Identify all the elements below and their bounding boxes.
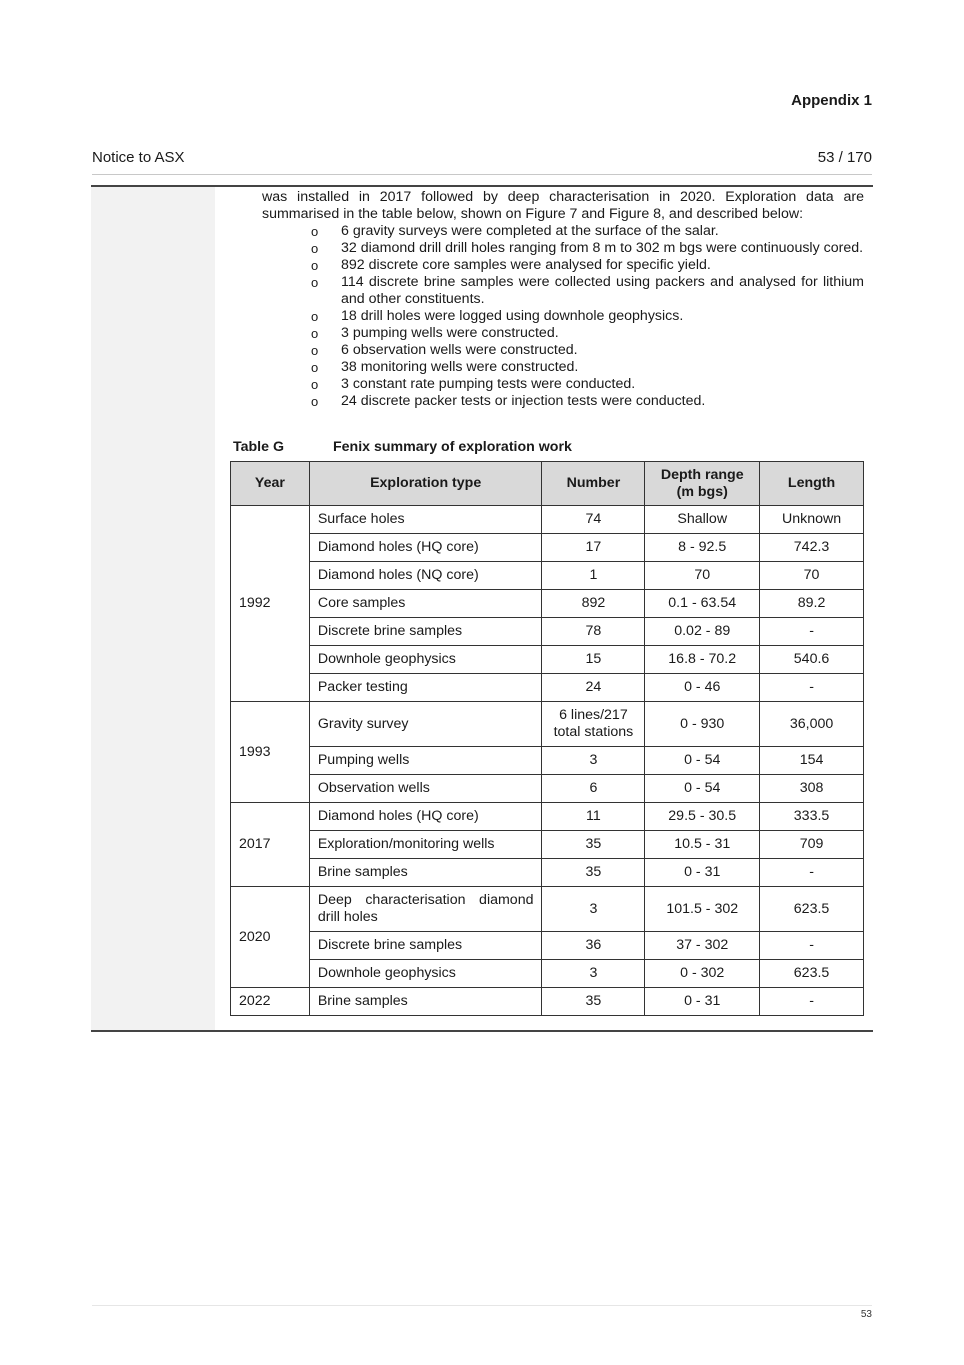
table-row bbox=[231, 534, 864, 562]
cell-depth-range: Shallow bbox=[645, 506, 760, 534]
cell-depth-range: 0 - 31 bbox=[645, 988, 760, 1016]
table-body bbox=[231, 506, 864, 1016]
bullet-text: 3 constant rate pumping tests were conducted. bbox=[341, 376, 636, 392]
cell-number: 892 bbox=[542, 590, 645, 618]
cell-length: 709 bbox=[760, 831, 864, 859]
appendix-label: Appendix 1 bbox=[791, 92, 872, 109]
cell-exploration-type: Diamond holes (HQ core) bbox=[309, 803, 542, 831]
bullet-item bbox=[262, 257, 864, 274]
cell-year: 2017 bbox=[231, 803, 310, 887]
header-number: Number bbox=[542, 462, 645, 506]
bullet-text: 892 discrete core samples were analysed for specific yield. bbox=[341, 257, 711, 273]
cell-length: 70 bbox=[760, 562, 864, 590]
cell-number: 1 bbox=[542, 562, 645, 590]
bullet-text: 24 discrete packer tests or injection tests were conducted. bbox=[341, 393, 706, 409]
bullet-marker-icon: o bbox=[311, 258, 319, 273]
bullet-marker-icon: o bbox=[311, 377, 319, 392]
cell-depth-range: 0 - 54 bbox=[645, 747, 760, 775]
cell-exploration-type: Observation wells bbox=[309, 775, 542, 803]
bullet-marker-icon: o bbox=[311, 343, 319, 358]
table-caption bbox=[233, 439, 572, 455]
cell-length: - bbox=[760, 932, 864, 960]
cell-length: 89.2 bbox=[760, 590, 864, 618]
cell-length: - bbox=[760, 988, 864, 1016]
table-row bbox=[231, 960, 864, 988]
bullet-item bbox=[262, 325, 864, 342]
footer-divider bbox=[92, 1305, 872, 1306]
cell-exploration-type: Discrete brine samples bbox=[309, 932, 542, 960]
cell-depth-range: 29.5 - 30.5 bbox=[645, 803, 760, 831]
table-row bbox=[231, 887, 864, 932]
cell-exploration-type: Downhole geophysics bbox=[309, 960, 542, 988]
page-counter: 53 / 170 bbox=[817, 149, 872, 166]
intro-block bbox=[262, 189, 864, 410]
table-row bbox=[231, 803, 864, 831]
cell-number: 17 bbox=[542, 534, 645, 562]
bullet-item bbox=[262, 359, 864, 376]
table-row bbox=[231, 506, 864, 534]
cell-depth-range: 8 - 92.5 bbox=[645, 534, 760, 562]
cell-number: 36 bbox=[542, 932, 645, 960]
cell-year: 2020 bbox=[231, 887, 310, 988]
cell-number: 15 bbox=[542, 646, 645, 674]
bullet-marker-icon: o bbox=[311, 360, 319, 375]
table-row bbox=[231, 831, 864, 859]
cell-depth-range: 0 - 302 bbox=[645, 960, 760, 988]
cell-length: 742.3 bbox=[760, 534, 864, 562]
table-row bbox=[231, 674, 864, 702]
exploration-bullet-list bbox=[262, 223, 864, 410]
table-row bbox=[231, 932, 864, 960]
cell-depth-range: 0.1 - 63.54 bbox=[645, 590, 760, 618]
table-header-row bbox=[231, 462, 864, 506]
header-year: Year bbox=[231, 462, 310, 506]
table-row bbox=[231, 618, 864, 646]
table-row bbox=[231, 590, 864, 618]
intro-paragraph: was installed in 2017 followed by deep characterisation in 2020. Exploration data are summarised in the table below, shown on Figure 7 and Figure 8, and described below: bbox=[262, 189, 864, 222]
cell-exploration-type: Packer testing bbox=[309, 674, 542, 702]
cell-depth-range: 16.8 - 70.2 bbox=[645, 646, 760, 674]
cell-number: 3 bbox=[542, 747, 645, 775]
cell-exploration-type: Discrete brine samples bbox=[309, 618, 542, 646]
cell-exploration-type: Surface holes bbox=[309, 506, 542, 534]
document-title: Notice to ASX bbox=[92, 149, 185, 166]
table-row bbox=[231, 988, 864, 1016]
exploration-summary-table bbox=[230, 461, 864, 1016]
header-depth-range: Depth range (m bgs) bbox=[645, 462, 760, 506]
bullet-item bbox=[262, 240, 864, 257]
cell-depth-range: 10.5 - 31 bbox=[645, 831, 760, 859]
bullet-marker-icon: o bbox=[311, 275, 319, 290]
cell-exploration-type: Brine samples bbox=[309, 859, 542, 887]
cell-exploration-type: Core samples bbox=[309, 590, 542, 618]
table-row bbox=[231, 775, 864, 803]
cell-number: 3 bbox=[542, 960, 645, 988]
cell-exploration-type: Exploration/monitoring wells bbox=[309, 831, 542, 859]
cell-depth-range: 70 bbox=[645, 562, 760, 590]
bullet-text: 38 monitoring wells were constructed. bbox=[341, 359, 579, 375]
cell-depth-range: 0 - 930 bbox=[645, 702, 760, 747]
cell-number: 6 bbox=[542, 775, 645, 803]
bullet-item bbox=[262, 393, 864, 410]
table-row bbox=[231, 646, 864, 674]
table-row bbox=[231, 859, 864, 887]
cell-number: 35 bbox=[542, 831, 645, 859]
cell-length: 540.6 bbox=[760, 646, 864, 674]
cell-exploration-type: Deep characterisation diamond drill holes bbox=[309, 887, 542, 932]
content-section bbox=[91, 185, 873, 1032]
cell-length: - bbox=[760, 674, 864, 702]
header-exploration-type: Exploration type bbox=[309, 462, 542, 506]
cell-exploration-type: Pumping wells bbox=[309, 747, 542, 775]
bullet-marker-icon: o bbox=[311, 326, 319, 341]
cell-number: 11 bbox=[542, 803, 645, 831]
header-length: Length bbox=[760, 462, 864, 506]
cell-number: 35 bbox=[542, 988, 645, 1016]
cell-depth-range: 0 - 46 bbox=[645, 674, 760, 702]
cell-depth-range: 0.02 - 89 bbox=[645, 618, 760, 646]
bullet-marker-icon: o bbox=[311, 241, 319, 256]
cell-number: 78 bbox=[542, 618, 645, 646]
cell-number: 35 bbox=[542, 859, 645, 887]
page-number: 53 bbox=[860, 1309, 872, 1320]
cell-length: 333.5 bbox=[760, 803, 864, 831]
bullet-text: 114 discrete brine samples were collected using packers and analysed for lithium and other constituents. bbox=[341, 274, 864, 307]
table-row bbox=[231, 562, 864, 590]
cell-depth-range: 101.5 - 302 bbox=[645, 887, 760, 932]
cell-exploration-type: Gravity survey bbox=[309, 702, 542, 747]
cell-length: 36,000 bbox=[760, 702, 864, 747]
bullet-text: 3 pumping wells were constructed. bbox=[341, 325, 559, 341]
cell-number: 24 bbox=[542, 674, 645, 702]
table-row bbox=[231, 747, 864, 775]
cell-year: 1993 bbox=[231, 702, 310, 803]
cell-length: - bbox=[760, 618, 864, 646]
cell-length: 154 bbox=[760, 747, 864, 775]
bullet-marker-icon: o bbox=[311, 309, 319, 324]
cell-year: 2022 bbox=[231, 988, 310, 1016]
bullet-marker-icon: o bbox=[311, 224, 319, 239]
bullet-item bbox=[262, 342, 864, 359]
bullet-text: 6 gravity surveys were completed at the surface of the salar. bbox=[341, 223, 719, 239]
cell-length: 623.5 bbox=[760, 960, 864, 988]
table-row bbox=[231, 702, 864, 747]
bullet-item bbox=[262, 308, 864, 325]
cell-number: 74 bbox=[542, 506, 645, 534]
header-divider bbox=[92, 174, 872, 175]
cell-depth-range: 0 - 54 bbox=[645, 775, 760, 803]
bullet-item bbox=[262, 223, 864, 240]
cell-number: 6 lines/217 total stations bbox=[542, 702, 645, 747]
left-shaded-column bbox=[91, 187, 215, 1030]
bullet-text: 32 diamond drill drill holes ranging from 8 m to 302 m bgs were continuously cored. bbox=[341, 240, 864, 256]
cell-exploration-type: Downhole geophysics bbox=[309, 646, 542, 674]
cell-length: - bbox=[760, 859, 864, 887]
cell-exploration-type: Diamond holes (HQ core) bbox=[309, 534, 542, 562]
cell-number: 3 bbox=[542, 887, 645, 932]
bullet-item bbox=[262, 376, 864, 393]
cell-depth-range: 37 - 302 bbox=[645, 932, 760, 960]
bullet-marker-icon: o bbox=[311, 394, 319, 409]
cell-year: 1992 bbox=[231, 506, 310, 702]
cell-depth-range: 0 - 31 bbox=[645, 859, 760, 887]
cell-exploration-type: Brine samples bbox=[309, 988, 542, 1016]
bullet-text: 18 drill holes were logged using downhole geophysics. bbox=[341, 308, 684, 324]
cell-length: 623.5 bbox=[760, 887, 864, 932]
table-label: Table G bbox=[233, 439, 284, 455]
bullet-item bbox=[262, 274, 864, 308]
cell-length: Unknown bbox=[760, 506, 864, 534]
bullet-text: 6 observation wells were constructed. bbox=[341, 342, 578, 358]
table-title: Fenix summary of exploration work bbox=[333, 439, 572, 455]
cell-exploration-type: Diamond holes (NQ core) bbox=[309, 562, 542, 590]
cell-length: 308 bbox=[760, 775, 864, 803]
